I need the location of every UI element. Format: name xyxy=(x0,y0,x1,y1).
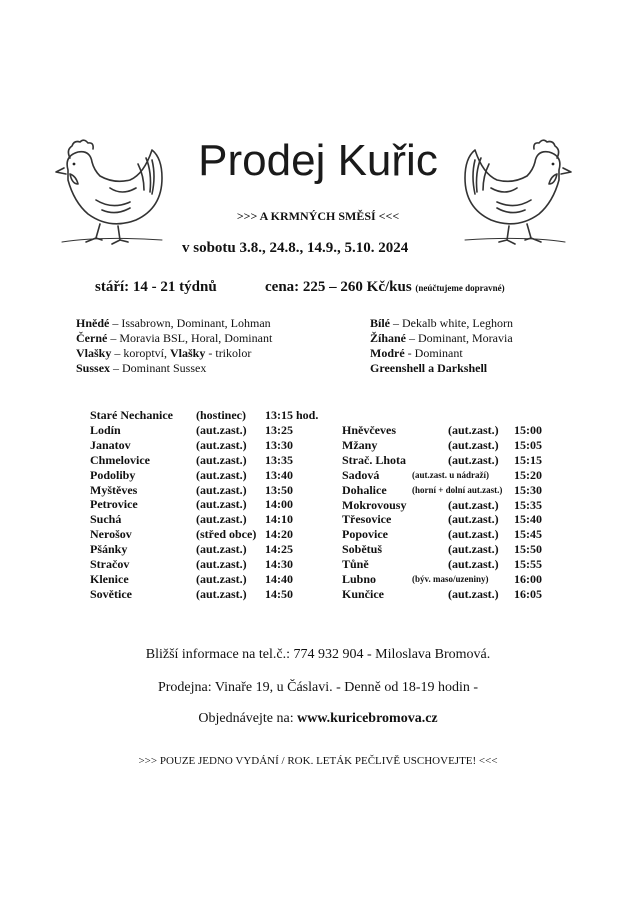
age-range: stáří: 14 - 21 týdnů xyxy=(95,279,217,295)
price-note: (neúčtujeme dopravné) xyxy=(415,283,505,293)
schedule-stop: (hostinec) xyxy=(196,408,246,422)
schedule-time: 15:00 xyxy=(514,423,542,437)
schedule-place: Suchá xyxy=(90,512,122,527)
schedule-time: 15:20 xyxy=(514,467,542,482)
schedule-time: 14:00 xyxy=(265,497,293,512)
schedule-stop: (aut.zast.) xyxy=(448,542,499,557)
schedule-time: 13:40 xyxy=(265,467,293,482)
schedule-place: Sobětuš xyxy=(342,542,383,557)
breed-item: Bílé – Dekalb white, Leghorn xyxy=(370,316,513,330)
schedule-time: 15:05 xyxy=(514,437,542,452)
schedule-place: Staré Nechanice xyxy=(90,408,173,422)
schedule-time: 15:15 xyxy=(514,452,542,467)
schedule-stop: (aut.zast.) xyxy=(196,467,247,482)
breed-item: Sussex – Dominant Sussex xyxy=(76,361,207,375)
schedule-place: Dohalice xyxy=(342,482,387,497)
schedule-place: Hněvčeves xyxy=(342,423,396,437)
schedule-time: 14:10 xyxy=(265,512,293,527)
schedule-place: Chmelovice xyxy=(90,452,150,467)
schedule-time: 15:45 xyxy=(514,527,542,542)
schedule-stop: (střed obce) xyxy=(196,527,257,542)
schedule-time: 16:00 xyxy=(514,572,542,586)
schedule-place: Strač. Lhota xyxy=(342,452,406,467)
schedule-time: 14:25 xyxy=(265,542,293,557)
schedule-place: Podoliby xyxy=(90,467,136,482)
schedule-place: Třesovice xyxy=(342,512,392,527)
schedule-place: Lubno xyxy=(342,572,377,586)
schedule-place: Tůně xyxy=(342,557,369,572)
schedule-stop: (aut.zast.) xyxy=(196,497,247,512)
schedule-place: Janatov xyxy=(90,437,131,452)
schedule-place: Lodín xyxy=(90,422,121,437)
schedule-stop: (aut.zast.) xyxy=(448,423,499,437)
schedule-place: Nerošov xyxy=(90,527,132,542)
schedule-place: Mžany xyxy=(342,437,378,452)
schedule-stop: (aut.zast.) xyxy=(448,557,499,572)
schedule-stop: (aut.zast.) xyxy=(448,512,499,527)
schedule-place: Sadová xyxy=(342,467,380,482)
schedule-stop: (aut.zast.) xyxy=(196,422,247,437)
footer-note: >>> POUZE JEDNO VYDÁNÍ / ROK. LETÁK PEČLIVĚ USCHOVEJTE! <<< xyxy=(138,755,498,767)
schedule-stop: (aut.zast.) xyxy=(196,452,247,467)
schedule-time: 13:50 xyxy=(265,482,293,497)
breed-item: Vlašky – koroptví, Vlašky - trikolor xyxy=(76,346,252,360)
schedule-place: Petrovice xyxy=(90,497,138,512)
schedule-stop: (aut.zast.) xyxy=(196,542,247,557)
schedule-time: 14:50 xyxy=(265,586,293,601)
breed-item: Hnědé – Issabrown, Dominant, Lohman xyxy=(76,316,271,330)
schedule-stop: (aut.zast.) xyxy=(448,452,499,467)
schedule-stop: (aut.zast.) xyxy=(448,527,499,542)
breed-item: Žíhané – Dominant, Moravia xyxy=(370,331,513,345)
schedule-stop: (aut.zast.) xyxy=(196,437,247,452)
schedule-time: 15:35 xyxy=(514,497,542,512)
order-prefix: Objednávejte na: xyxy=(198,711,298,726)
breed-item: Černé – Moravia BSL, Horal, Dominant xyxy=(76,331,273,345)
phone-info: Bližší informace na tel.č.: 774 932 904 - Miloslava Bromová. xyxy=(145,647,491,662)
page-title: Prodej Kuřic xyxy=(198,136,438,185)
schedule-time: 14:40 xyxy=(265,571,293,586)
website-link[interactable]: www.kuricebromova.cz xyxy=(297,711,438,726)
breed-item: Greenshell a Darkshell xyxy=(370,361,488,375)
schedule-time: 13:25 xyxy=(265,422,293,437)
schedule-stop: (býv. maso/uzeniny) xyxy=(412,574,489,584)
schedule-place: Mokrovousy xyxy=(342,497,407,512)
schedule-place: Stračov xyxy=(90,557,130,571)
schedule-stop: (aut.zast.) xyxy=(448,497,499,512)
shop-info: Prodejna: Vinaře 19, u Čáslavi. - Denně od 18-19 hodin - xyxy=(157,680,479,695)
schedule-stop: (aut.zast.) xyxy=(448,437,499,452)
price-main: cena: 225 – 260 Kč/kus xyxy=(265,279,412,295)
schedule-time: 15:40 xyxy=(514,512,542,527)
schedule-place: Myštěves xyxy=(90,482,138,497)
schedule-place: Klenice xyxy=(90,571,129,586)
schedule-place: Pšánky xyxy=(90,542,128,557)
schedule-time: 15:50 xyxy=(514,542,542,557)
schedule-place: Popovice xyxy=(342,527,388,542)
schedule-time: 15:30 xyxy=(514,482,542,497)
schedule-stop: (horní + dolní aut.zast.) xyxy=(412,484,503,495)
schedule-stop: (aut.zast.) xyxy=(196,512,247,527)
schedule-stop: (aut.zast. u nádraží) xyxy=(412,469,489,480)
sale-dates: v sobotu 3.8., 24.8., 14.9., 5.10. 2024 xyxy=(182,240,409,256)
schedule-time: 14:20 xyxy=(265,527,293,542)
order-info xyxy=(0,711,636,727)
breed-item: Modré - Dominant xyxy=(370,346,463,360)
schedule-place: Sovětice xyxy=(90,586,132,601)
schedule-place: Kunčice xyxy=(342,586,384,601)
schedule-stop: (aut.zast.) xyxy=(196,586,247,601)
schedule-stop: (aut.zast.) xyxy=(196,571,247,586)
schedule-time: 13:35 xyxy=(265,452,293,467)
schedule-time: 15:55 xyxy=(514,557,542,572)
price-line xyxy=(265,279,505,296)
schedule-time: 13:15 hod. xyxy=(265,408,319,422)
schedule-time: 16:05 xyxy=(514,586,542,601)
schedule-stop: (aut.zast.) xyxy=(196,557,247,571)
subtitle: >>> A KRMNÝCH SMĚSÍ <<< xyxy=(236,209,400,223)
schedule-time: 13:30 xyxy=(265,437,293,452)
schedule-stop: (aut.zast.) xyxy=(196,482,247,497)
schedule-stop: (aut.zast.) xyxy=(448,586,499,601)
schedule-time: 14:30 xyxy=(265,557,293,571)
